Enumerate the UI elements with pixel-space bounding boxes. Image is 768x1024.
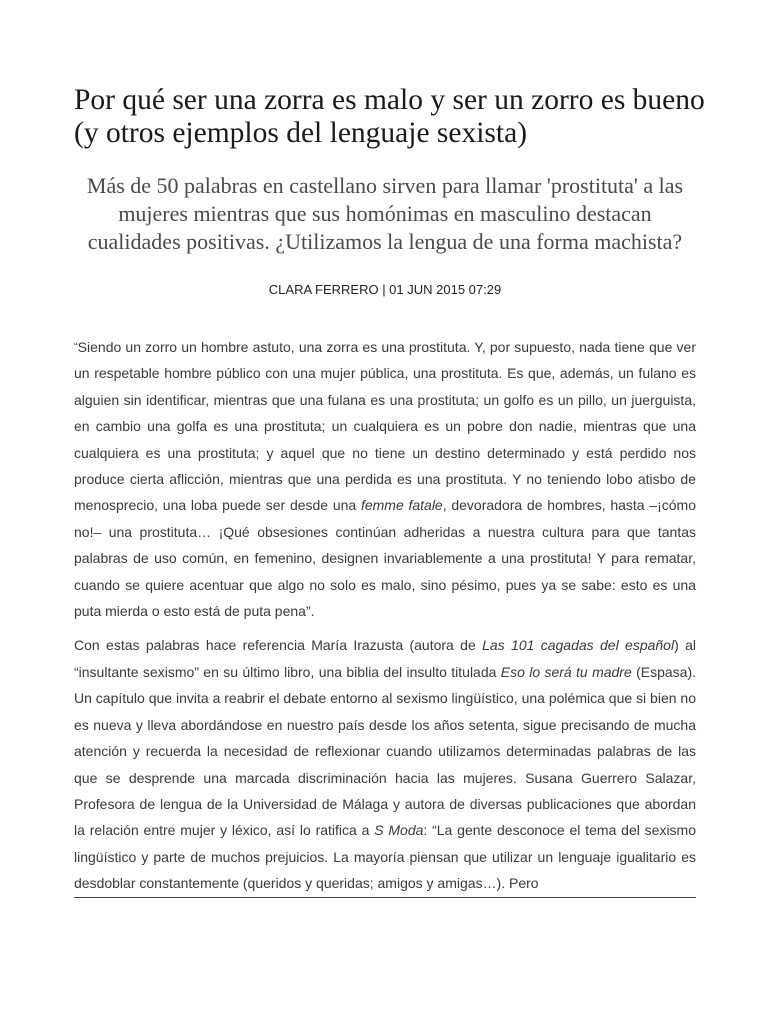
paragraph-2: [74, 632, 696, 897]
paragraph-1-italic-1: femme fatale: [360, 497, 443, 514]
article-body: [74, 334, 696, 898]
book-title-1: Las 101 cagadas del español: [482, 637, 675, 654]
paragraph-1: [74, 334, 696, 624]
opening-quote: “: [74, 341, 78, 353]
paragraph-2-text-4: : “La gente desconoce el tema del sexismo lingüístico y parte de muchos prejuicios. La mayoría piensan que utilizar un lenguaje igualitario es desdoblar constantemente (queridos y queridas; amigos y amigas…). Pero: [74, 822, 697, 892]
magazine-name: S Moda: [374, 822, 424, 839]
book-title-2: Eso lo será tu madre: [500, 663, 632, 680]
paragraph-2-text-2: ) al “insultante sexismo” en su último libro, una biblia del insulto titulada: [74, 637, 696, 680]
article-byline: CLARA FERRERO | 01 JUN 2015 07:29: [268, 282, 502, 297]
paragraph-2-text-1: Con estas palabras hace referencia María Irazusta (autora de: [74, 637, 483, 654]
article-subtitle: Más de 50 palabras en castellano sirven para llamar 'prostituta' a las mujeres mientras que sus homónimas en masculino destacan cualidades positivas. ¿Utilizamos la lengua de una forma machista?: [86, 173, 684, 254]
paragraph-1-text-1: Siendo un zorro un hombre astuto, una zorra es una prostituta. Y, por supuesto, nada tiene que ver un respetable hombre público con una mujer pública, una prostituta. Es que, además, un fulano es alguien sin identificar, mientras que una fulana es una prostituta; un golfo es un pillo, un juerguista, en cambio una golfa es una prostituta; un cualquiera es un pobre don nadie, mientras que una cualquiera es una prostituta; y aquel que no tiene un destino determinado y está perdido nos produce cierta aflicción, mientras que una perdida es una prostituta. Y no teniendo lobo atisbo de menosprecio, una loba puede ser desde una: [74, 339, 696, 514]
article-title: Por qué ser una zorra es malo y ser un zorro es bueno (y otros ejemplos del lenguaje sexista): [74, 84, 705, 149]
paragraph-1-text-2: , devoradora de hombres, hasta –¡cómo no!– una prostituta… ¡Qué obsesiones continúan adheridas a nuestra cultura para que tantas palabras de uso común, en femenino, designen invariablemente a una prostituta! Y para rematar, cuando se quiere acentuar que algo no solo es malo, sino pésimo, pues ya se sabe: esto es una puta mierda o esto está de puta pena”.: [74, 497, 696, 620]
paragraph-2-text-3: (Espasa). Un capítulo que invita a reabrir el debate entorno al sexismo lingüístico, una polémica que si bien no es nueva y lleva abordándose en nuestro país desde los años setenta, sigue precisando de mucha atención y recuerda la necesidad de reflexionar cuando utilizamos determinadas palabras de las que se desprende una marcada discriminación hacia las mujeres. Susana Guerrero Salazar, Profesora de lengua de la Universidad de Málaga y autora de diversas publicaciones que abordan la relación entre mujer y léxico, así lo ratifica a: [74, 663, 697, 839]
